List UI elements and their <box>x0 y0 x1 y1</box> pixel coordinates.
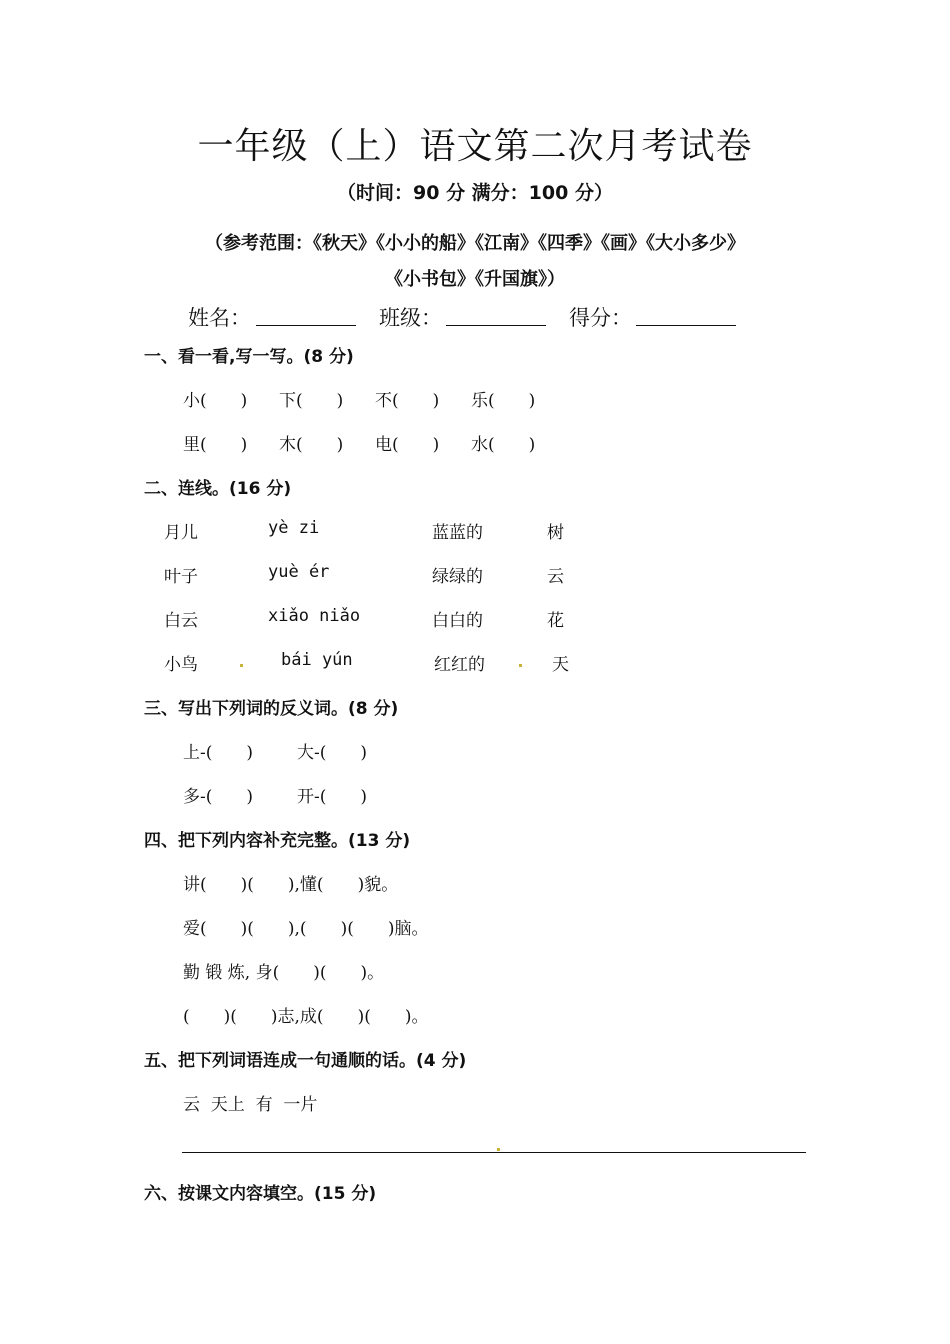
fill-in-line[interactable]: 讲( )( ),懂( )貌。 <box>183 875 399 895</box>
match-pinyin[interactable]: xiǎo niǎo <box>268 606 361 626</box>
reference-scope-line-2: 《小书包》《升国旗》） <box>385 269 565 290</box>
match-word[interactable]: 月儿 <box>164 523 198 543</box>
match-pinyin[interactable]: yuè ér <box>268 562 330 582</box>
antonym-item[interactable]: 多-( ) <box>183 787 254 807</box>
decorative-dot <box>519 664 522 667</box>
section-1-item[interactable]: 小( ) <box>183 391 248 411</box>
match-pinyin[interactable]: yè zi <box>268 518 320 538</box>
section-5-heading: 五、把下列词语连成一句通顺的话。(4 分) <box>144 1051 467 1071</box>
score-label: 得分： <box>569 306 632 330</box>
section-2-heading: 二、连线。(16 分) <box>144 479 292 499</box>
sentence-words: 云 天上 有 一片 <box>183 1095 318 1115</box>
section-1-item[interactable]: 电( ) <box>375 435 440 455</box>
decorative-dot <box>497 1148 500 1151</box>
match-noun[interactable]: 天 <box>552 655 569 675</box>
antonym-item[interactable]: 大-( ) <box>297 743 368 763</box>
name-label: 姓名： <box>188 306 251 330</box>
antonym-item[interactable]: 开-( ) <box>297 787 368 807</box>
sentence-answer-line[interactable] <box>182 1152 806 1153</box>
match-word[interactable]: 小鸟 <box>164 655 198 675</box>
name-blank[interactable] <box>256 325 356 326</box>
fill-in-line[interactable]: ( )( )志,成( )( )。 <box>183 1007 429 1027</box>
section-1-item[interactable]: 水( ) <box>471 435 536 455</box>
section-1-item[interactable]: 乐( ) <box>471 391 536 411</box>
match-adjective[interactable]: 绿绿的 <box>432 567 483 587</box>
page-title: 一年级（上）语文第二次月考试卷 <box>197 126 753 167</box>
section-1-heading: 一、看一看,写一写。(8 分) <box>144 347 354 367</box>
antonym-item[interactable]: 上-( ) <box>183 743 254 763</box>
section-1-item[interactable]: 不( ) <box>375 391 440 411</box>
reference-scope-line-1: （参考范围：《秋天》《小小的船》《江南》《四季》《画》《大小多少》 <box>205 233 745 254</box>
exam-time-score: （时间：90 分 满分：100 分） <box>337 182 613 204</box>
fill-in-line[interactable]: 爱( )( ),( )( )脑。 <box>183 919 429 939</box>
score-blank[interactable] <box>636 325 736 326</box>
match-adjective[interactable]: 蓝蓝的 <box>432 523 483 543</box>
match-noun[interactable]: 花 <box>547 611 564 631</box>
match-noun[interactable]: 树 <box>547 523 564 543</box>
fill-in-line[interactable]: 勤 锻 炼, 身( )( )。 <box>183 963 385 983</box>
section-1-item[interactable]: 木( ) <box>279 435 344 455</box>
section-1-item[interactable]: 下( ) <box>279 391 344 411</box>
match-adjective[interactable]: 红红的 <box>434 655 485 675</box>
match-adjective[interactable]: 白白的 <box>432 611 483 631</box>
section-1-item[interactable]: 里( ) <box>183 435 248 455</box>
class-label: 班级： <box>379 306 442 330</box>
section-3-heading: 三、写出下列词的反义词。(8 分) <box>144 699 399 719</box>
match-noun[interactable]: 云 <box>547 567 564 587</box>
match-pinyin[interactable]: bái yún <box>281 650 353 670</box>
decorative-dot <box>240 664 243 667</box>
match-word[interactable]: 叶子 <box>164 567 198 587</box>
class-blank[interactable] <box>446 325 546 326</box>
match-word[interactable]: 白云 <box>164 611 198 631</box>
section-6-heading: 六、按课文内容填空。(15 分) <box>144 1184 377 1204</box>
section-4-heading: 四、把下列内容补充完整。(13 分) <box>144 831 411 851</box>
